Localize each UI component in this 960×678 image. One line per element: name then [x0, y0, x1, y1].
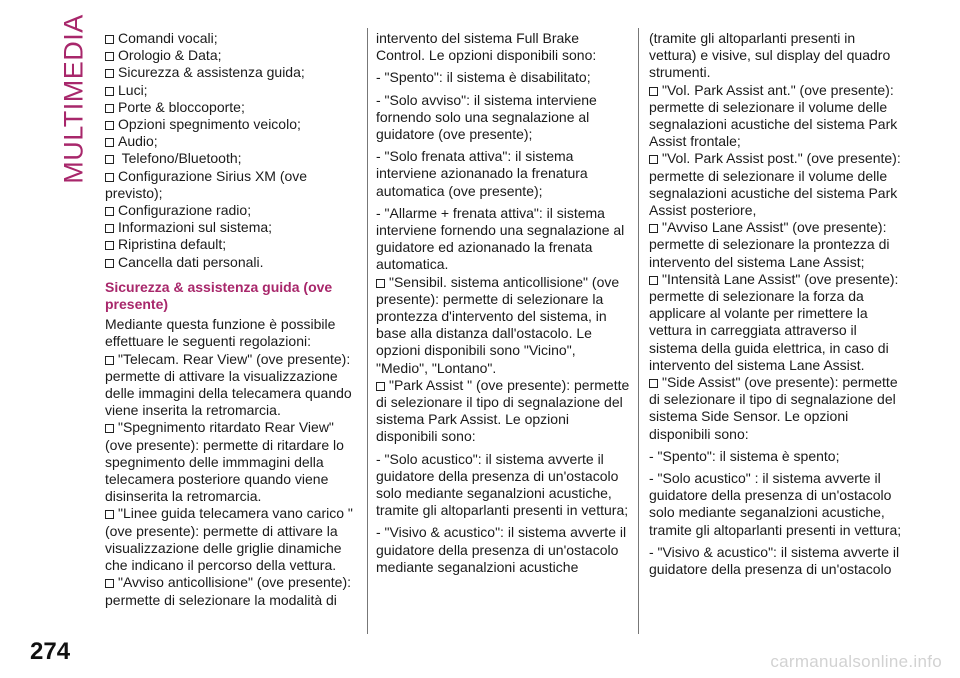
option-item: "Avviso anticollisione" (ove presente): permette di selezionare la modalità di: [105, 574, 352, 608]
checkbox-icon: [105, 35, 114, 44]
option-item: "Telecam. Rear View" (ove presente): permette di attivare la visualizzazione delle immagini della telecamera quando viene inserita la retromarcia.: [105, 350, 352, 419]
option-item: "Park Assist " (ove presente): permette di selezionare il tipo di segnalazione del sistema Park Assist. Le opzioni disponibili sono:: [376, 376, 630, 445]
paragraph: (tramite gli altoparlanti presenti in vettura) e visive, sul display del quadro strumenti.: [649, 30, 891, 81]
list-item: Opzioni spegnimento veicolo;: [105, 116, 360, 133]
option-detail: - "Spento": il sistema è spento;: [649, 447, 840, 464]
checkbox-icon: [105, 104, 114, 113]
list-item: Comandi vocali;: [105, 30, 360, 47]
paragraph: Mediante questa funzione è possibile effettuare le seguenti regolazioni:: [105, 316, 336, 350]
page-number: 274: [30, 638, 71, 665]
option-detail: - "Solo avviso": il sistema interviene fornendo solo una segnalazione al guidatore (ove presente);: [376, 91, 597, 143]
option-detail: - "Visivo & acustico": il sistema avverte il guidatore della presenza di un'ostacolo mediante seganalzioni acustiche: [376, 524, 627, 575]
list-item: Telefono/Bluetooth;: [105, 150, 360, 167]
option-detail: - "Spento": il sistema è disabilitato;: [376, 69, 591, 86]
option-item: "Vol. Park Assist ant." (ove presente): permette di selezionare il volume delle segnalazioni acustiche del sistema Park Assist frontale;: [649, 81, 898, 150]
checkbox-icon: [649, 379, 658, 388]
section-heading: Sicurezza & assistenza guida (ove presente): [105, 278, 333, 313]
column-3: [649, 30, 904, 578]
column-divider-left: [367, 28, 368, 634]
checkbox-icon: [105, 155, 114, 164]
checkbox-icon: [105, 579, 114, 588]
column-1: [105, 30, 360, 609]
column-2: [376, 30, 631, 576]
option-item: "Avviso Lane Assist" (ove presente): permette di selezionare la prontezza di intervento del sistema Lane Assist;: [649, 219, 890, 270]
checkbox-icon: [649, 224, 658, 233]
checkbox-icon: [649, 155, 658, 164]
checkbox-icon: [105, 173, 114, 182]
option-item: "Intensità Lane Assist" (ove presente): permette di selezionare la forza da applicare al volante per rimettere la vettura in carreggiata attraverso il sistema della guida elettrica, in caso di intervento del sistema Lane Assist.: [649, 270, 899, 373]
list-item: Sicurezza & assistenza guida;: [105, 64, 360, 81]
checkbox-icon: [105, 138, 114, 147]
section-label-text: MULTIMEDIA: [58, 14, 89, 184]
option-detail: - "Allarme + frenata attiva": il sistema interviene fornendo una segnalazione al guidatore ed azionanado la frenata automatica.: [376, 204, 625, 273]
checkbox-icon: [105, 356, 114, 365]
option-item: "Spegnimento ritardato Rear View" (ove presente): permette di ritardare lo spegnimento delle immmagini della telecamera posteriore quando viene disinserita la retromarcia.: [105, 419, 344, 505]
checkbox-icon: [105, 52, 114, 61]
list-item: Orologio & Data;: [105, 47, 360, 64]
section-side-label: [52, 14, 96, 184]
option-detail: - "Visivo & acustico": il sistema avverte il guidatore della presenza di un'ostacolo: [649, 543, 900, 578]
checkbox-icon: [105, 424, 114, 433]
checkbox-icon: [376, 382, 385, 391]
checkbox-icon: [376, 279, 385, 288]
checkbox-icon: [649, 276, 658, 285]
checkbox-icon: [105, 224, 114, 233]
checkbox-icon: [105, 121, 114, 130]
list-item: Luci;: [105, 82, 360, 99]
option-item: "Vol. Park Assist post." (ove presente): permette di selezionare il volume delle segnalazioni acustiche del sistema Park Assist posteriore,: [649, 150, 901, 219]
list-item: Cancella dati personali.: [105, 254, 360, 271]
list-item: Audio;: [105, 133, 360, 150]
list-item: Configurazione Sirius XM (ove previsto);: [105, 167, 308, 201]
option-detail: - "Solo acustico" : il sistema avverte il guidatore della presenza di un'ostacolo solo mediante seganalzioni acustiche, tramite gli altoparlanti presenti in vettura;: [649, 470, 902, 538]
list-item: Ripristina default;: [105, 236, 360, 253]
watermark: carmanualsonline.info: [770, 652, 942, 671]
checkbox-icon: [105, 207, 114, 216]
option-detail: - "Solo frenata attiva": il sistema interviene azionanado la frenatura automatica (ove presente);: [376, 148, 588, 199]
column-divider-right: [638, 28, 639, 634]
option-item: "Linee guida telecamera vano carico " (ove presente): permette di attivare la visualizzazione delle griglie dinamiche che indicano il percorso della vettura.: [105, 505, 353, 574]
checkbox-icon: [105, 69, 114, 78]
checkbox-icon: [105, 259, 114, 268]
option-item: "Side Assist" (ove presente): permette di selezionare il tipo di segnalazione del sistema Side Sensor. Le opzioni disponibili sono:: [649, 374, 898, 442]
list-item: Porte & bloccoporte;: [105, 99, 360, 116]
checkbox-icon: [105, 241, 114, 250]
checkbox-icon: [649, 87, 658, 96]
list-item: Configurazione radio;: [105, 202, 360, 219]
paragraph: intervento del sistema Full Brake Control. Le opzioni disponibili sono:: [376, 30, 597, 64]
option-item: "Sensibil. sistema anticollisione" (ove presente): permette di selezionare la prontezza d'intervento del sistema, in base alla distanza dall'ostacolo. Le opzioni disponibili sono "Vicino", "Medio", "Lontano".: [376, 273, 620, 376]
checkbox-icon: [105, 87, 114, 96]
option-detail: - "Solo acustico": il sistema avverte il guidatore della presenza di un'ostacolo solo mediante seganalzioni acustiche, tramite gli altoparlanti presenti in vettura;: [376, 450, 629, 519]
checkbox-icon: [105, 510, 114, 519]
list-item: Informazioni sul sistema;: [105, 219, 360, 236]
